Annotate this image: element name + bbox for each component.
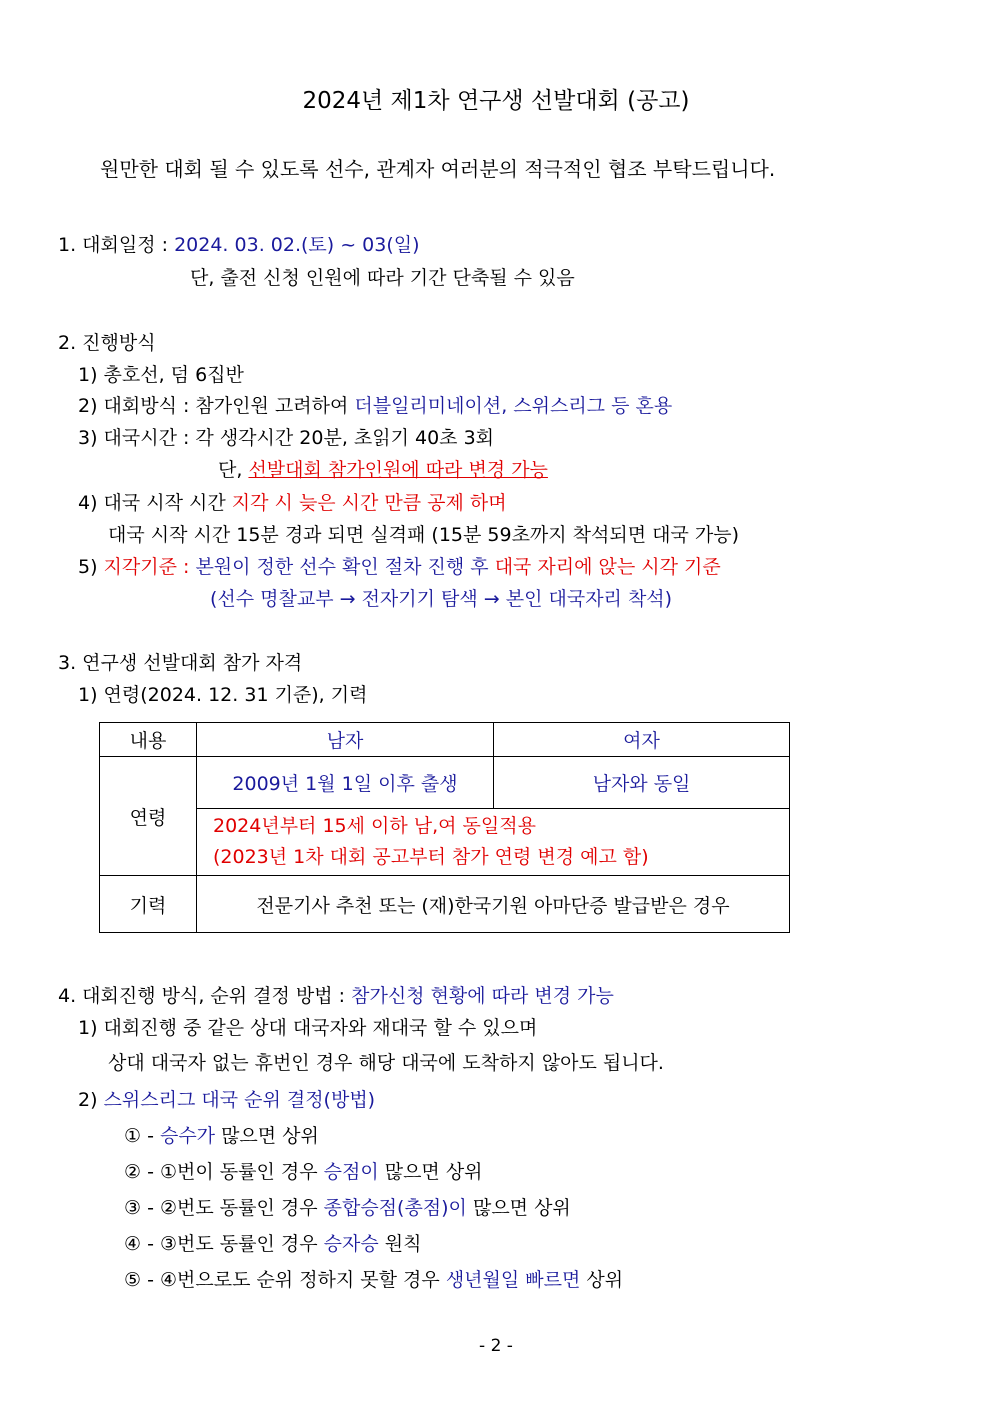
age-note-line-2: (2023년 1차 대회 공고부터 참가 연령 변경 예고 함): [213, 846, 649, 868]
s2-item-4-value: 지각 시 늦은 시간 만큼 공제 하며: [231, 492, 507, 514]
skill-label: 기력: [100, 876, 197, 933]
rank-rule-2-key: 승점이: [323, 1161, 379, 1183]
eligibility-table: [99, 722, 790, 933]
rank-rule-1-suffix: 많으면 상위: [215, 1125, 319, 1147]
s2-item-3-note: [218, 457, 548, 483]
schedule-note: 단, 출전 신청 인원에 따라 기간 단축될 수 있음: [190, 267, 575, 289]
rank-rule-1: [124, 1123, 319, 1149]
s4-item-2-text: 스위스리그 대국 순위 결정(방법): [103, 1089, 376, 1111]
s2-item-2-value: 더블일리미네이션, 스위스리그 등 혼용: [354, 395, 673, 417]
section-4-heading: [58, 983, 614, 1009]
s2-item-5-cont: (선수 명찰교부 → 전자기기 탐색 → 본인 대국자리 착석): [210, 588, 673, 610]
s2-item-4-label: 4) 대국 시작 시간: [78, 492, 232, 514]
age-label: 연령: [100, 757, 197, 876]
female-age: 남자와 동일: [494, 757, 790, 809]
s2-item-4: [78, 490, 507, 516]
age-note-line-1: 2024년부터 15세 이하 남,여 동일적용: [213, 815, 536, 837]
rank-rule-4-prefix: ④ - ③번도 동률인 경우: [124, 1233, 324, 1255]
section-1-line: [58, 232, 420, 258]
section-1-heading: 1. 대회일정 :: [58, 234, 175, 256]
rank-rule-5-suffix: 상위: [580, 1269, 624, 1291]
s4-item-1-cont: 상대 대국자 없는 휴번인 경우 해당 대국에 도착하지 않아도 됩니다.: [108, 1052, 664, 1074]
s3-item-1: 1) 연령(2024. 12. 31 기준), 기력: [78, 684, 368, 706]
header-male: 남자: [197, 723, 494, 757]
rank-rule-5: [124, 1267, 623, 1293]
page-title: 2024년 제1차 연구생 선발대회 (공고): [302, 88, 690, 114]
page-number: - 2 -: [479, 1336, 513, 1356]
s2-item-3: 3) 대국시간 : 각 생각시간 20분, 초읽기 40초 3회: [78, 427, 495, 449]
table-row-age: [100, 757, 790, 809]
s4-item-2-num: 2): [78, 1089, 104, 1111]
rank-rule-2-suffix: 많으면 상위: [378, 1161, 483, 1183]
rank-rule-2-prefix: ② - ①번이 동률인 경우: [124, 1161, 324, 1183]
age-note: [197, 809, 790, 876]
s4-item-2: [78, 1087, 375, 1113]
s2-item-5-num: 5): [78, 556, 104, 578]
rank-rule-4-suffix: 원칙: [378, 1233, 422, 1255]
s2-item-2: [78, 393, 672, 419]
rank-rule-3-key: 종합승점(총점)이: [323, 1197, 467, 1219]
section-4-heading-text: 4. 대회진행 방식, 순위 결정 방법 :: [58, 985, 352, 1007]
s2-item-1: 1) 총호선, 덤 6집반: [78, 364, 244, 386]
s2-item-2-label: 2) 대회방식 : 참가인원 고려하여: [78, 395, 355, 417]
table-header-row: [100, 723, 790, 757]
section-3-heading: 3. 연구생 선발대회 참가 자격: [58, 652, 303, 674]
rank-rule-3-prefix: ③ - ②번도 동률인 경우: [124, 1197, 324, 1219]
rank-rule-5-prefix: ⑤ - ④번으로도 순위 정하지 못할 경우: [124, 1269, 446, 1291]
rank-rule-4-key: 승자승: [323, 1233, 379, 1255]
s2-item-3-note-text: 선발대회 참가인원에 따라 변경 가능: [248, 459, 548, 481]
rank-rule-1-prefix: ① -: [124, 1125, 160, 1147]
s2-item-3-note-prefix: 단,: [218, 459, 249, 481]
skill-value: 전문기사 추천 또는 (재)한국기원 아마단증 발급받은 경우: [197, 876, 790, 933]
s2-item-5-end: 대국 자리에 앉는 시각 기준: [494, 556, 721, 578]
s2-item-5-label: 지각기준 :: [103, 556, 196, 578]
s4-item-1: 1) 대회진행 중 같은 상대 대국자와 재대국 할 수 있으며: [78, 1017, 538, 1039]
section-2-heading: 2. 진행방식: [58, 332, 156, 354]
s2-item-5-mid: 본원이 정한 선수 확인 절차 진행 후: [195, 556, 495, 578]
header-female: 여자: [494, 723, 790, 757]
intro-text: 원만한 대회 될 수 있도록 선수, 관계자 여러분의 적극적인 협조 부탁드립니다.: [100, 157, 776, 181]
male-age: 2009년 1월 1일 이후 출생: [197, 757, 494, 809]
schedule-date: 2024. 03. 02.(토) ~ 03(일): [174, 234, 420, 256]
rank-rule-3: [124, 1195, 571, 1221]
table-row-skill: [100, 876, 790, 933]
section-4-heading-note: 참가신청 현황에 따라 변경 가능: [351, 985, 614, 1007]
s2-item-5: [78, 554, 721, 580]
table-row-age-note: [100, 809, 790, 876]
rank-rule-2: [124, 1159, 483, 1185]
header-content: 내용: [100, 723, 197, 757]
rank-rule-4: [124, 1231, 421, 1257]
rank-rule-3-suffix: 많으면 상위: [466, 1197, 571, 1219]
s2-item-4-cont: 대국 시작 시간 15분 경과 되면 실격패 (15분 59초까지 착석되면 대국 가능): [108, 524, 739, 546]
rank-rule-1-key: 승수가: [159, 1125, 216, 1147]
rank-rule-5-key: 생년월일 빠르면: [445, 1269, 581, 1291]
